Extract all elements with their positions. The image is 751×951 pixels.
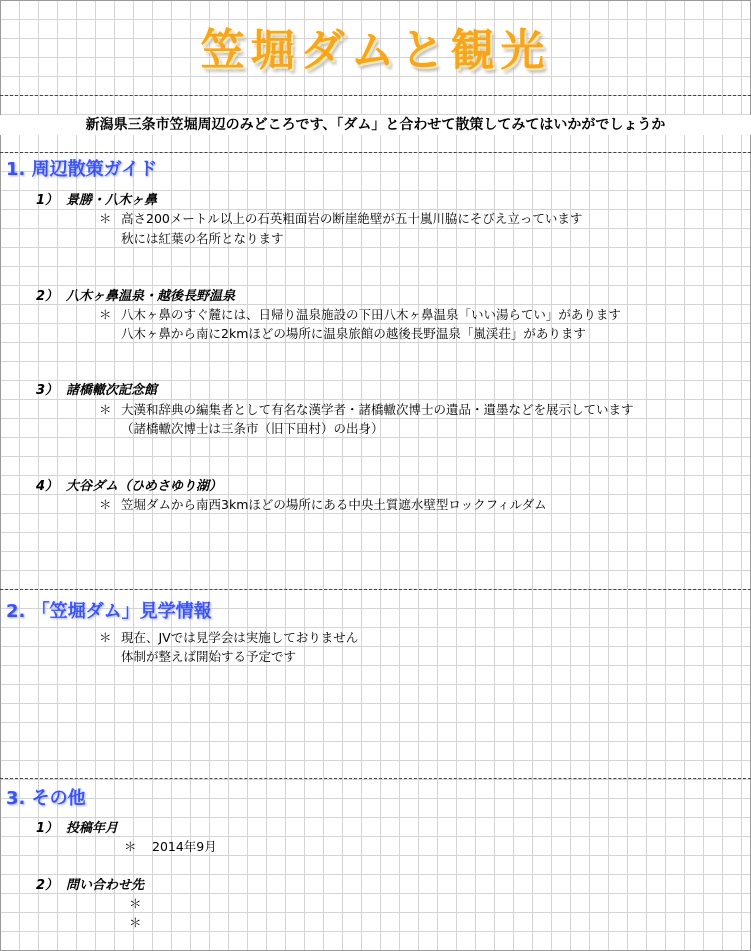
item-line-text: 八木ヶ鼻のすぐ麓には、日帰り温泉施設の下田八木ヶ鼻温泉「いい湯らてい」があります xyxy=(121,307,621,322)
bullet-mark: ＊ xyxy=(99,497,112,512)
item-line-text: （諸橋轍次博士は三条市（旧下田村）の出身） xyxy=(121,421,384,436)
other-item-title xyxy=(36,820,118,838)
other-item-title xyxy=(36,877,144,895)
item-title: 景勝・八木ヶ鼻 xyxy=(66,193,158,208)
item-line xyxy=(99,496,547,514)
item-number: 2） xyxy=(36,289,59,304)
item-title: 投稿年月 xyxy=(66,821,119,836)
bullet-mark: ＊ xyxy=(99,630,112,645)
guide-item-title xyxy=(36,288,235,306)
guide-item-title xyxy=(36,478,222,496)
item-number: 2） xyxy=(36,878,59,893)
bullet-mark: ＊ xyxy=(129,896,142,911)
guide-item-title xyxy=(36,192,157,210)
item-line-text: 高さ200メートル以上の石英粗面岩の断崖絶壁が五十嵐川脇にそびえ立っています xyxy=(121,211,583,226)
divider xyxy=(0,778,751,779)
contact-line xyxy=(129,914,151,932)
section-heading-guide: 1. 周辺散策ガイド xyxy=(6,159,158,180)
section-heading-other: 3. その他 xyxy=(6,788,86,809)
guide-item-title xyxy=(36,382,157,400)
contact-line xyxy=(129,895,151,913)
divider xyxy=(0,589,751,590)
item-line xyxy=(99,401,634,419)
item-title: 大谷ダム（ひめさゆり湖） xyxy=(66,479,223,494)
item-title: 問い合わせ先 xyxy=(66,878,145,893)
item-line-text: 笠堀ダムから南西3kmほどの場所にある中央土質遮水壁型ロックフィルダム xyxy=(121,497,547,512)
bullet-mark: ＊ xyxy=(99,402,112,417)
item-title: 八木ヶ鼻温泉・越後長野温泉 xyxy=(66,289,236,304)
other-line xyxy=(124,838,217,856)
bullet-mark: ＊ xyxy=(99,211,112,226)
page-title: 笠堀ダムと観光 xyxy=(200,25,551,76)
item-number: 3） xyxy=(36,383,59,398)
divider xyxy=(0,95,751,96)
tour-line-text: 現在、JVでは見学会は実施しておりません xyxy=(121,630,359,645)
tour-line-text: 体制が整えば開始する予定です xyxy=(121,649,297,664)
section-heading-tour: 2. 「笠堀ダム」見学情報 xyxy=(6,601,212,622)
bullet-mark: ＊ xyxy=(99,307,112,322)
bullet-mark: ＊ xyxy=(124,839,137,854)
item-line xyxy=(99,306,621,324)
item-line-text: 八木ヶ鼻から南に2kmほどの場所に温泉旅館の越後長野温泉「嵐渓荘」があります xyxy=(121,326,586,341)
item-line xyxy=(99,210,582,228)
tour-line xyxy=(99,629,358,647)
intro-text: 新潟県三条市笠堀周辺のみどころです、「ダム」と合わせて散策してみてはいかがでしょうか xyxy=(0,115,751,135)
bullet-mark: ＊ xyxy=(129,915,142,930)
item-number: 1） xyxy=(36,193,59,208)
divider xyxy=(0,152,751,153)
item-line-text: 大漢和辞典の編集者として有名な漢学者・諸橋轍次博士の遺品・遺墨などを展示しています xyxy=(121,402,634,417)
item-number: 4） xyxy=(36,479,59,494)
item-line-text: 秋には紅葉の名所となります xyxy=(121,231,284,246)
item-title: 諸橋轍次記念館 xyxy=(66,383,158,398)
posted-date: 2014年9月 xyxy=(152,839,217,854)
item-number: 1） xyxy=(36,821,59,836)
